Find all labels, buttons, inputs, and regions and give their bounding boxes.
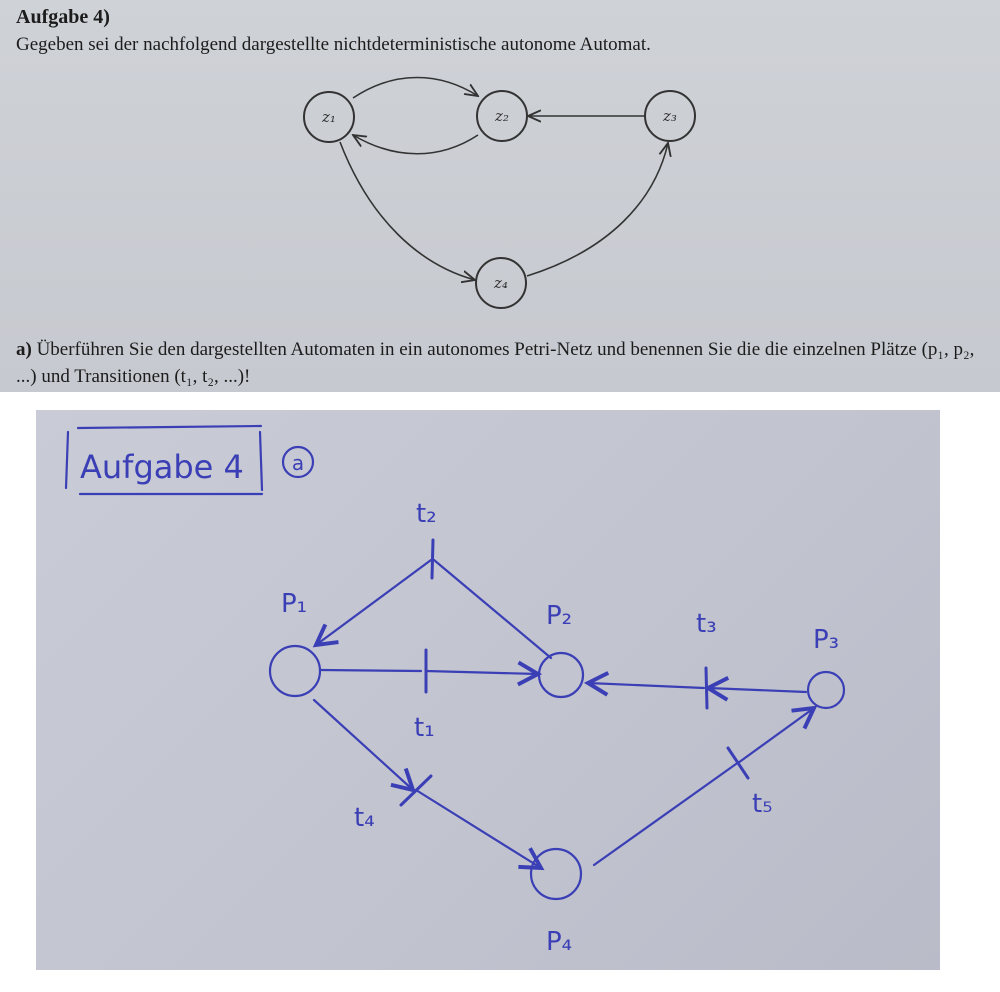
label-p1: P₁	[281, 589, 308, 619]
label-p3: P₃	[813, 625, 840, 655]
arc-p2-t2	[434, 560, 551, 658]
state-z1	[304, 92, 354, 142]
svg-text:a: a	[291, 451, 305, 475]
arc-t3-p2	[588, 683, 704, 688]
state-z3	[645, 91, 695, 141]
svg-text:z₄: z₄	[494, 274, 508, 292]
label-p2: P₂	[546, 601, 573, 631]
label-t5: t₅	[752, 789, 773, 819]
arc-p4-t5	[594, 764, 736, 865]
place-p3	[808, 672, 844, 708]
edge-z1-z4	[340, 142, 475, 280]
printed-exercise	[0, 0, 1000, 392]
arc-p1-t4	[314, 700, 413, 790]
arc-t1-p2	[426, 671, 538, 674]
question-a-text: Überführen Sie den dargestellten Automaten in ein autonomes Petri-Netz und benennen Sie die die einzelnen Plätze (p₁, p₂, ...) und Transitionen (t₁, t₂, ...)!	[16, 339, 975, 387]
label-t3: t₃	[696, 609, 717, 639]
arc-t5-p3	[738, 708, 814, 763]
arc-t4-p4	[416, 790, 541, 868]
task-title: Aufgabe 4)	[16, 6, 110, 28]
automaton-diagram	[0, 0, 1000, 392]
header-box	[66, 426, 262, 494]
place-p4	[531, 849, 581, 899]
transition-t4	[401, 776, 431, 805]
svg-text:z₁: z₁	[322, 108, 336, 126]
edge-z1-z2	[353, 78, 478, 99]
place-p1	[270, 646, 320, 696]
transition-t3	[706, 668, 707, 708]
label-p4: P₄	[546, 927, 573, 957]
svg-text:z₃: z₃	[663, 107, 677, 125]
arc-p1-t1	[321, 670, 421, 671]
label-t4: t₄	[354, 803, 375, 833]
handwritten-solution	[36, 410, 940, 970]
label-t1: t₁	[414, 713, 435, 743]
part-a-circle	[283, 447, 313, 477]
state-z2	[477, 91, 527, 141]
arc-p3-t3	[708, 688, 806, 692]
transition-t2	[432, 540, 433, 578]
edge-z4-z3	[527, 143, 668, 276]
arc-t2-p1	[316, 560, 431, 645]
state-z4	[476, 258, 526, 308]
petri-net-diagram	[36, 410, 940, 970]
place-p2	[539, 653, 583, 697]
header-text: Aufgabe 4	[80, 448, 244, 486]
question-a-label: a)	[16, 339, 32, 360]
edge-z2-z1	[353, 135, 478, 154]
label-t2: t₂	[416, 499, 437, 529]
question-a	[16, 336, 991, 390]
svg-text:z₂: z₂	[495, 107, 509, 125]
transition-t5	[728, 748, 748, 778]
task-intro: Gegeben sei der nachfolgend dargestellte nichtdeterministische autonome Automat.	[16, 34, 651, 55]
